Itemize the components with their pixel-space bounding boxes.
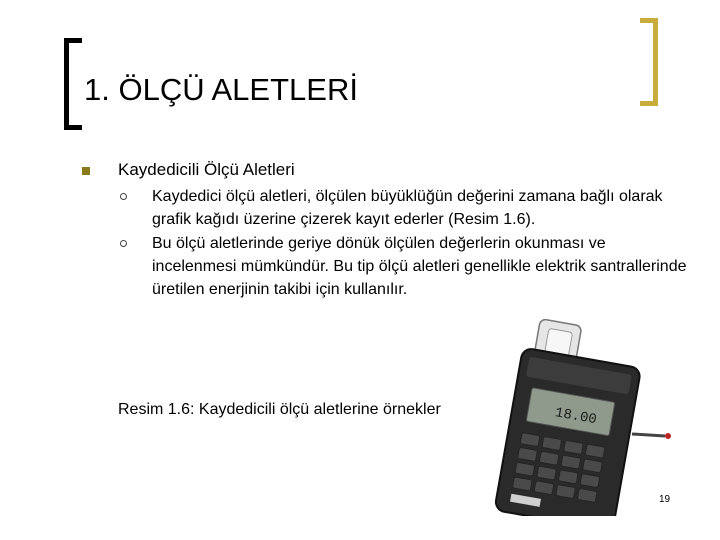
left-bracket-decoration: [64, 38, 84, 130]
circle-bullet-icon: [120, 240, 127, 247]
bullet-point-1: Kaydedici ölçü aletleri, ölçülen büyüklüğün değerini zamana bağlı olarak grafik kağıdı üzerine çizerek kayıt ederler (Resim 1.6).: [152, 188, 663, 228]
page-number: 19: [659, 494, 671, 505]
device-display-text: 18.00: [553, 405, 598, 429]
bullet-square-icon: [82, 167, 90, 175]
image-caption: Resim 1.6: Kaydedicili ölçü aletlerine örnekler: [118, 401, 441, 418]
section-heading: Kaydedicili Ölçü Aletleri: [118, 160, 295, 179]
bullet-point-2: Bu ölçü aletlerinde geriye dönük ölçülen değerlerin okunması ve incelenmesi mümkündür. Bu tip ölçü aletleri genellikle elektrik santrallerinde üretilen enerjinin takibi için kullanılır.: [152, 235, 687, 298]
recorder-device-image: [440, 316, 690, 516]
right-bracket-decoration: [640, 18, 660, 106]
slide-title: 1. ÖLÇÜ ALETLERİ: [84, 72, 358, 107]
circle-bullet-icon: [120, 193, 127, 200]
